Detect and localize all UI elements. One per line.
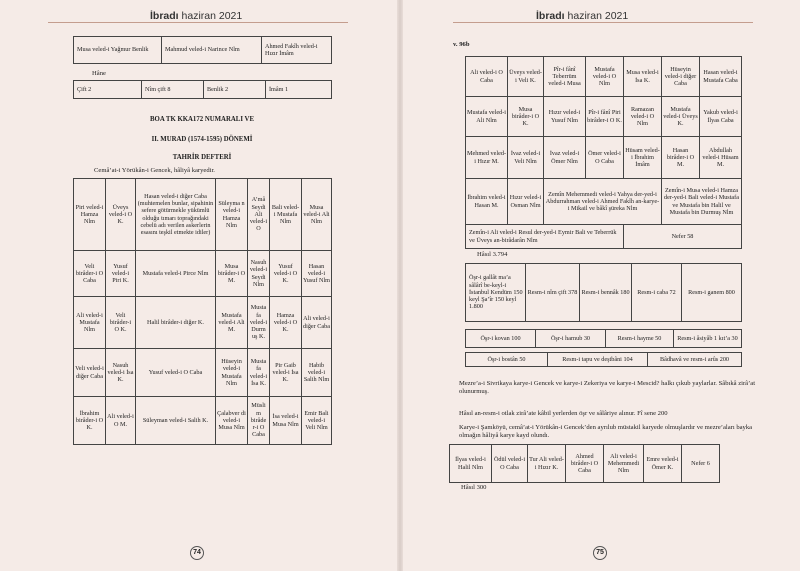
table-cell: Ali veled-i O M. — [106, 397, 136, 445]
document-title-line: II. MURAD (1574-1595) DÖNEMİ — [151, 136, 253, 143]
table-cell: Musta fa veled-i Durm uş K. — [248, 297, 270, 349]
table-cell: İsa veled-i Musa Nlm — [270, 397, 302, 445]
table-cell: Hüseyin veled-i Mustafa Nlm — [216, 349, 248, 397]
table-cell: Bâdhavâ ve resm-i arûs 200 — [648, 353, 742, 367]
table-cell: Hasan birâder-i O M. — [662, 137, 700, 179]
running-header — [536, 10, 628, 22]
header-rule — [453, 22, 753, 23]
right-page — [403, 0, 800, 571]
table-cell: Hasan veled-i Mustafa Caba — [700, 57, 742, 97]
folio-label: v. 96b — [453, 41, 470, 48]
table-cell: Veli veled-i diğer Caba — [74, 349, 106, 397]
header-brand: İbradı — [150, 10, 179, 22]
table-cell: A’mâ Seydi Ali veled-i O — [248, 179, 270, 251]
table-cell: Resm-i tapu ve deştbâni 104 — [548, 353, 648, 367]
table-cell: Veli birâder-i O Caba — [74, 251, 106, 297]
table-cell: Hasan veled-i Yusuf Nlm — [302, 251, 332, 297]
table-cell: Üveys veled-i O K. — [106, 179, 136, 251]
table-cell: İbrahim birâder-i O K. — [74, 397, 106, 445]
table-cell: Musa veled-i Ali Nlm — [302, 179, 332, 251]
intro-text: Cemâ’at-i Yörükân-i Gencek, hâliyâ karyedir. — [94, 167, 215, 174]
table-cell: Tur Ali veled-i Hızır K. — [528, 445, 566, 483]
table-cell: Yusuf veled-i Piri K. — [106, 251, 136, 297]
table-cell: Nîm çift 8 — [142, 81, 204, 99]
table-cell: İbrahim veled-i Hasan M. — [466, 179, 508, 225]
table-cell: Musa birâder-i O M. — [216, 251, 248, 297]
table-cell: Mustafa veled-i Ali M. — [216, 297, 248, 349]
left-cift-table — [73, 80, 332, 99]
table-cell: Öşr-i kovan 100 — [466, 330, 536, 348]
header-issue: haziran 2021 — [567, 10, 629, 22]
table-cell: Öşr-i gallât ma’a sâlârî be-keyl-i İstanbul Kendüm 150 keyl Şa’îr 150 keyl 1.800 — [466, 264, 526, 322]
hane-label: Hâne — [92, 70, 106, 77]
table-cell: Musa veled-i Yağmur Benlik — [74, 37, 162, 64]
table-cell: Pîr-i fânî Piri birâder-i O K. — [586, 97, 624, 137]
table-cell: Musa veled-i İsa K. — [624, 57, 662, 97]
table-cell: Pir Gaib veled-i İsa K. — [270, 349, 302, 397]
left-page — [0, 0, 397, 571]
table-cell: Nefer 58 — [624, 225, 742, 249]
left-top-table — [73, 36, 332, 64]
table-cell: Üveys veled-i Veli K. — [508, 57, 544, 97]
right-grid-table — [465, 56, 742, 249]
table-cell: Hızır veled-i Osman Nlm — [508, 179, 544, 225]
table-cell: Habib veled-i Salih Nlm — [302, 349, 332, 397]
table-cell: Halil birâder-i diğer K. — [136, 297, 216, 349]
hasil-total: Hâsıl 3.794 — [477, 251, 508, 258]
table-cell: Zemîn Mehemmedi veled-i Yahya der-yed-i Abdurrahman veled-i Ahmed Fakîh an-karye-i Mikail ve bâkî şüreka Nlm — [544, 179, 662, 225]
page-number: 75 — [593, 546, 607, 560]
table-cell: Müsli m birâde r-i O Caba — [248, 397, 270, 445]
table-cell: Hasan veled-i diğer Caba (muhtemelen bunlar, sipahinin sefere götürmekle yükümlü olduğu tımarı toprağındaki cebelü adı verilen askerlerin esasını teşkil etmekte idiler) — [136, 179, 216, 251]
table-cell: Ali veled-i O Caba — [466, 57, 508, 97]
table-cell: Ali veled-i Mustafa Nlm — [74, 297, 106, 349]
table-cell: Piri veled-i Hamza Nlm — [74, 179, 106, 251]
table-cell: Öşr-i bostân 50 — [466, 353, 548, 367]
table-cell: Ahmed birâder-i O Caba — [566, 445, 604, 483]
table-cell: Çalabver di veled-i Musa Nlm — [216, 397, 248, 445]
table-cell: İvaz veled-i Ömer Nlm — [544, 137, 586, 179]
header-rule — [48, 22, 348, 23]
table-cell: Mustafa veled-i Pirce Nlm — [136, 251, 216, 297]
table-cell: Ömer veled-i O Caba — [586, 137, 624, 179]
table-cell: Hüseyin veled-i diğer Caba — [662, 57, 700, 97]
table-cell: Nefer 6 — [682, 445, 720, 483]
table-cell: Çift 2 — [74, 81, 142, 99]
table-cell: Zemîn-i Musa veled-i Hamza der-yed-i Bali veled-i Mustafa ve Mustafa bin Halil ve Mustafa bin Durmuş Nlm — [662, 179, 742, 225]
table-cell: İlyas veled-i Halil Nlm — [450, 445, 492, 483]
running-header — [150, 10, 242, 22]
table-cell: Emre veled-i Ömer K. — [644, 445, 682, 483]
table-cell: Resm-i bennâk 180 — [580, 264, 632, 322]
table-cell: Hüsam veled-i İbrahim İmâm — [624, 137, 662, 179]
table-cell: Yakub veled-i İlyas Caba — [700, 97, 742, 137]
tax-table-2 — [465, 329, 742, 348]
table-cell: Emir Bali veled-i Veli Nlm — [302, 397, 332, 445]
tax-table-1 — [465, 263, 742, 322]
table-cell: Yusuf veled-i O Caba — [136, 349, 216, 397]
table-cell: Mahmud veled-i Narince Nlm — [162, 37, 262, 64]
table-cell: Abdullah veled-i Hüsam M. — [700, 137, 742, 179]
table-cell: İvaz veled-i Veli Nlm — [508, 137, 544, 179]
table-cell: İmâm 1 — [266, 81, 332, 99]
small-table — [449, 444, 720, 483]
table-cell: Pîr-i fânî Teberrüm veled-i Musa — [544, 57, 586, 97]
table-cell: Veli birâder-i O K. — [106, 297, 136, 349]
table-cell: Zemîn-i Ali veled-i Resul der-yed-i Eymir Bali ve Teberrük ve Üveys an-birâdarân Nlm — [466, 225, 624, 249]
paragraph: Karye-i Şamköyü, cemâ’at-i Yörükân-i Gencek’den ayrılub müstakil karyede olmuşlardır ve mezre’aları bayka olmağın hâliyâ karye kayd olundı. — [459, 424, 753, 439]
header-issue: haziran 2021 — [181, 10, 243, 22]
table-cell: Mustafa veled-i O Nlm — [586, 57, 624, 97]
table-cell: Mustafa veled-i Ali Nlm — [466, 97, 508, 137]
left-main-table — [73, 178, 332, 445]
table-cell: Hızır veled-i Yusuf Nlm — [544, 97, 586, 137]
table-cell: Öşr-i harnub 30 — [536, 330, 606, 348]
table-cell: Ali veled-i diğer Caba — [302, 297, 332, 349]
table-cell: Ramazan veled-i O Nlm — [624, 97, 662, 137]
table-cell: Resm-i hayme 50 — [606, 330, 674, 348]
document-title-line: TAHRİR DEFTERİ — [172, 154, 232, 161]
paragraph: Hâsıl an-resm-i otlak zirâ’ate kâbil yerlerden öşr ve sâlâriye alınur. Fî sene 200 — [459, 410, 668, 417]
table-cell: Benlik 2 — [204, 81, 266, 99]
table-cell: Musa birâder-i O K. — [508, 97, 544, 137]
table-cell: Resm-i ganem 800 — [682, 264, 742, 322]
table-cell: Süleyma n veled-i Hamza Nlm — [216, 179, 248, 251]
table-cell: Musta fa veled-i İsa K. — [248, 349, 270, 397]
hasil-total: Hâsıl 300 — [461, 484, 487, 491]
table-cell: Resm-i nîm çift 378 — [526, 264, 580, 322]
table-cell: Süleyman veled-i Salih K. — [136, 397, 216, 445]
header-brand: İbradı — [536, 10, 565, 22]
table-cell: Mehmed veled-i Hızır M. — [466, 137, 508, 179]
table-cell: Hamza veled-i O K. — [270, 297, 302, 349]
table-cell: Nasuh veled-i İsa K. — [106, 349, 136, 397]
document-title-line: BOA TK KKA172 NUMARALI VE — [150, 116, 254, 123]
table-cell: Bali veled-i Mustafa Nlm — [270, 179, 302, 251]
table-cell: Ali veled-i Mehemmedi Nlm — [604, 445, 644, 483]
tax-table-3 — [465, 352, 742, 367]
table-cell: Ahmed Fakîh veled-i Hızır İmâm — [262, 37, 332, 64]
paragraph: Mezre’a-i Sivrikaya karye-i Gencek ve karye-i Zekeriya ve karye-i Mescid? halkı çıkub yaylarlar. Sâbıkâ zirâ’at olunurmuş. — [459, 380, 756, 395]
table-cell: Nasuh veled-i Seydi Nlm — [248, 251, 270, 297]
page-number: 74 — [190, 546, 204, 560]
table-cell: Resm-i caba 72 — [632, 264, 682, 322]
table-cell: Mustafa veled-i Üveys K. — [662, 97, 700, 137]
table-cell: Yusuf veled-i O K. — [270, 251, 302, 297]
table-cell: Resm-i âsiyâb 1 kıt’a 30 — [674, 330, 742, 348]
table-cell: Ödül veled-i O Caba — [492, 445, 528, 483]
